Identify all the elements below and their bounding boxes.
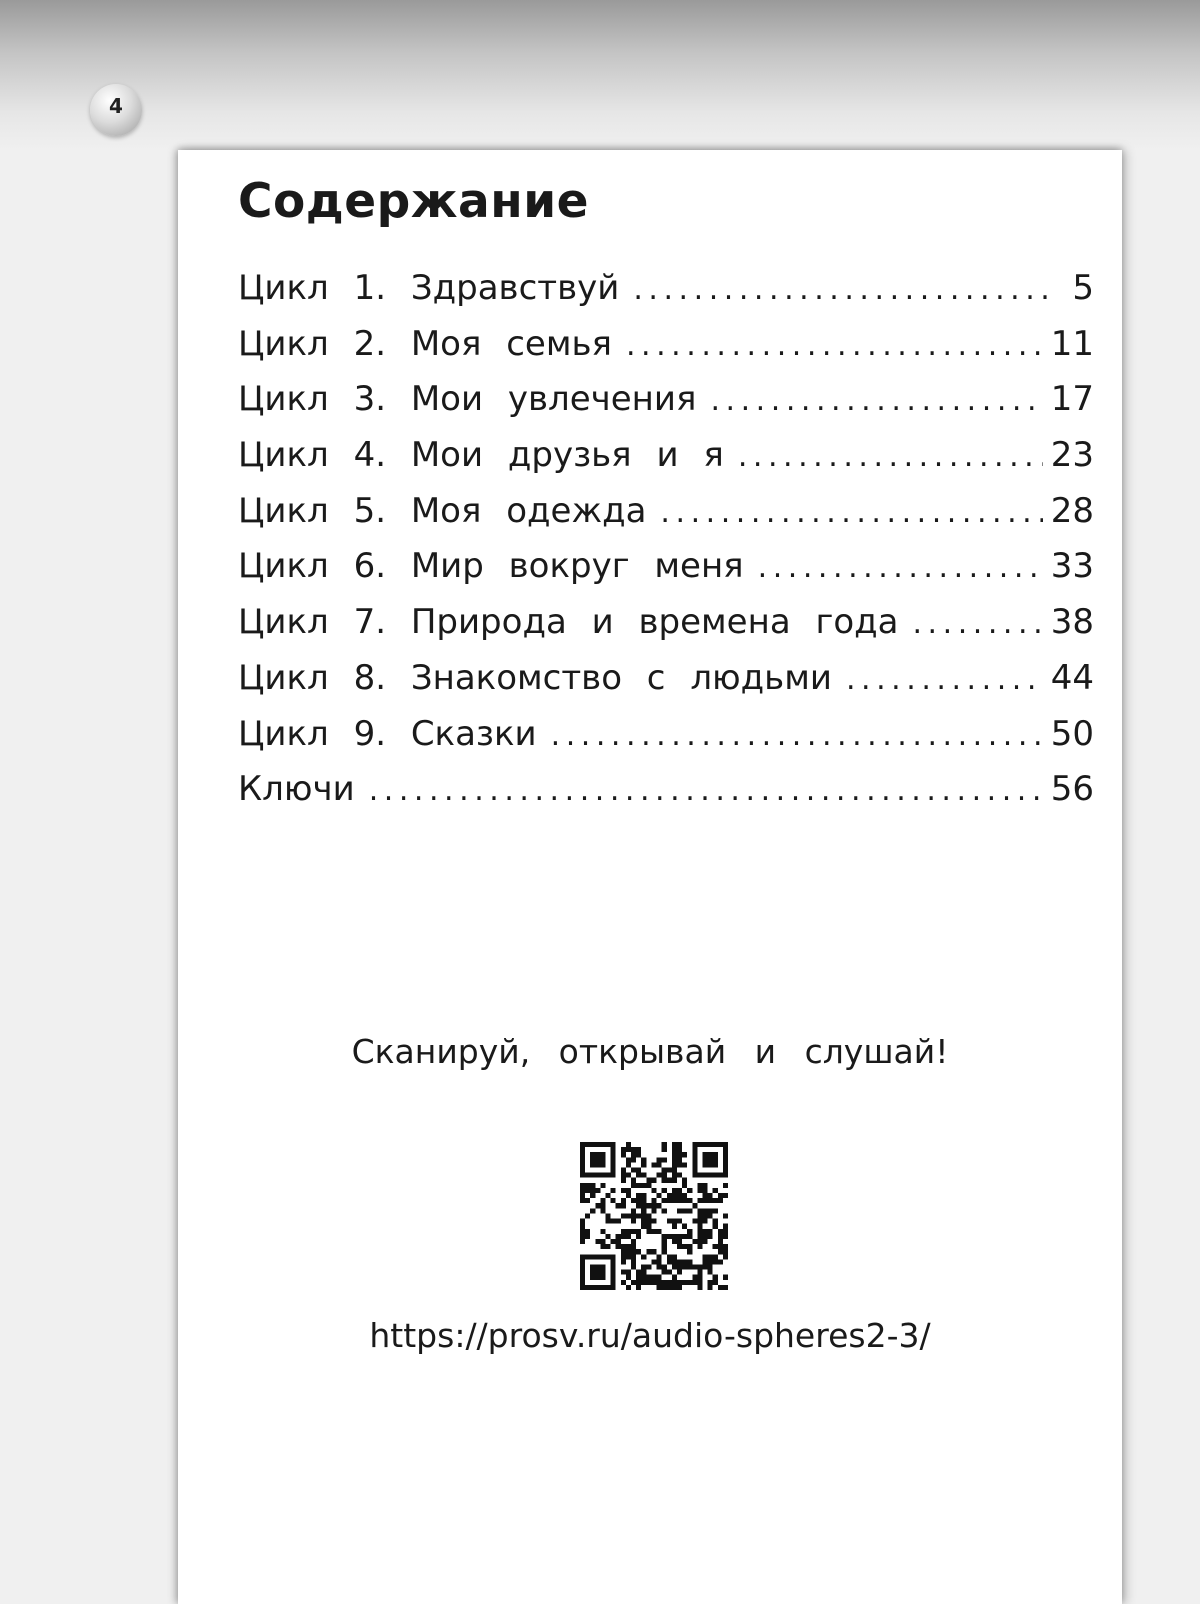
toc-entry: Ключи (238, 769, 355, 810)
content-page (178, 150, 1122, 1604)
toc-entry: Цикл 2. Моя семья (238, 323, 612, 364)
toc-page-number: 44 (1050, 657, 1094, 698)
dot-leader (912, 606, 1042, 641)
toc-row[interactable] (238, 546, 1094, 602)
toc-entry: Цикл 4. Мои друзья и я (238, 435, 724, 476)
page-number: 4 (109, 94, 123, 118)
toc-page-number: 5 (1072, 268, 1094, 308)
toc-entry: Цикл 8. Знакомство с людьми (238, 657, 832, 698)
table-of-contents (238, 268, 1094, 825)
toc-row[interactable] (238, 769, 1094, 825)
dot-leader (738, 439, 1043, 474)
dot-leader (626, 328, 1043, 363)
toc-page-number: 17 (1050, 379, 1094, 420)
qr-code-icon[interactable] (580, 1142, 728, 1290)
toc-entry: Цикл 7. Природа и времена года (238, 602, 899, 643)
toc-row[interactable] (238, 491, 1094, 547)
toc-page-number: 50 (1050, 713, 1094, 754)
toc-page-number: 11 (1050, 323, 1094, 364)
dot-leader (369, 773, 1043, 808)
toc-row[interactable] (238, 435, 1094, 491)
toc-row[interactable] (238, 714, 1094, 770)
toc-page-number: 23 (1050, 435, 1094, 476)
toc-page-number: 28 (1050, 490, 1094, 531)
toc-row[interactable] (238, 268, 1094, 324)
toc-page-number: 38 (1050, 602, 1094, 643)
dot-leader (846, 662, 1043, 697)
toc-row[interactable] (238, 658, 1094, 714)
audio-url[interactable]: https://prosv.ru/audio-spheres2-3/ (369, 1316, 931, 1355)
page-title: Содержание (238, 174, 590, 229)
dot-leader (758, 550, 1043, 585)
scan-prompt: Сканируй, открывай и слушай! (351, 1032, 949, 1071)
toc-row[interactable] (238, 324, 1094, 380)
toc-entry: Цикл 5. Моя одежда (238, 490, 647, 531)
toc-page-number: 56 (1050, 769, 1094, 810)
dot-leader (710, 383, 1042, 418)
top-band (0, 0, 1200, 150)
toc-page-number: 33 (1050, 546, 1094, 587)
toc-entry: Цикл 3. Мои увлечения (238, 379, 697, 420)
toc-row[interactable] (238, 602, 1094, 658)
toc-entry: Цикл 9. Сказки (238, 713, 537, 754)
toc-entry: Цикл 1. Здравствуй (238, 268, 620, 308)
toc-row[interactable] (238, 379, 1094, 435)
dot-leader (551, 718, 1043, 753)
page-number-badge (90, 84, 142, 136)
toc-entry: Цикл 6. Мир вокруг меня (238, 546, 744, 587)
dot-leader (660, 495, 1042, 530)
dot-leader (633, 272, 1054, 307)
